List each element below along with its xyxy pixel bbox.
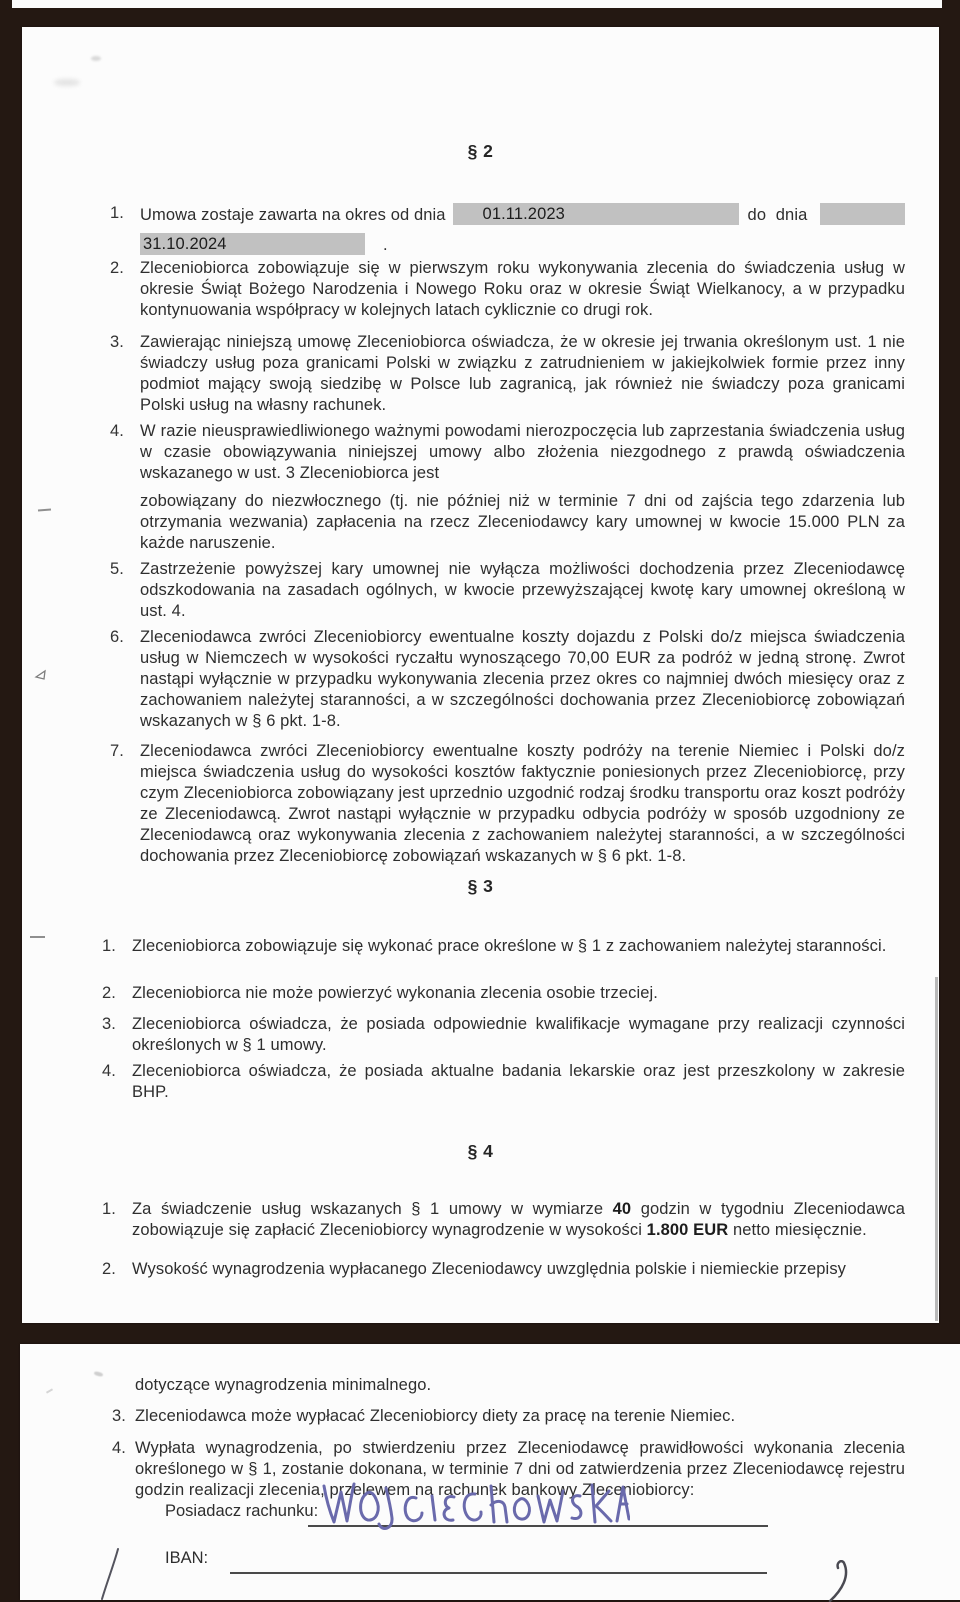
clause-2-3 xyxy=(110,332,905,416)
contract-page-1 xyxy=(22,27,939,1323)
section-2-heading: § 2 xyxy=(467,141,494,161)
clause-number: 7. xyxy=(110,742,124,760)
clause-4-2 xyxy=(102,1259,905,1280)
clause-number: 4. xyxy=(102,1062,116,1080)
hours-per-week-value: 40 xyxy=(612,1200,632,1218)
pen-stroke-left xyxy=(98,1546,122,1600)
clause-text-part: Za świadczenie usług wskazanych § 1 umowy w wymiarze xyxy=(132,1200,613,1218)
previous-page-edge xyxy=(12,0,942,8)
clause-2-7 xyxy=(110,741,905,867)
clause-number: 1. xyxy=(102,937,116,955)
clause-number: 4. xyxy=(112,1439,126,1457)
clause-text: Wypłata wynagrodzenia, po stwierdzeniu przez Zleceniodawcę prawidłowości wykonania zlecenia określonego w § 1, zostanie dokonana, w terminie 7 dni od zatwierdzenia przez Zleceniodawcę rejestru godzin realizacji zlecenia, przelewem na rachunek bankowy Zleceniobiorcy: xyxy=(135,1439,905,1499)
clause-text: Zleceniobiorca zobowiązuje się w pierwszym roku wykonywania zlecenia do świadczenia usług w okresie Świąt Bożego Narodzenia i Nowego Roku oraz w okresie Świąt Wielkanocy, a w przypadku kontynuowania współpracy w kolejnych latach cyklicznie co drugi rok. xyxy=(140,259,905,319)
clause-text: Wysokość wynagrodzenia wypłacanego Zleceniodawcy uwzględnia polskie i niemieckie przepisy xyxy=(132,1260,847,1278)
clause-2-1 xyxy=(110,203,905,259)
clause-text-part: godzin w tygodniu Zleceniodawca zobowiązuje się zapłacić Zleceniobiorcy wynagrodzenie w wysokości xyxy=(132,1200,905,1239)
clause-number: 6. xyxy=(110,628,124,646)
margin-triangle-mark xyxy=(34,667,48,681)
clause-number: 3. xyxy=(112,1407,126,1425)
clause-text: Zleceniodawca zwróci Zleceniobiorcy ewentualne koszty podróży na terenie Niemiec i Polski do/z miejsca świadczenia usług do wysokości kosztów faktycznie poniesionych przez Zleceniobiorcę, przy czym Zleceniobiorca zobowiązany jest uprzednio uzgodnić rodzaj środku transportu oraz koszt podróży ze Zleceniodawcą. Zwrot nastąpi wyłącznie w przypadku odbycia podróży w sposób uzgodniony ze Zleceniodawcą oraz wykonywania zlecenia z zachowaniem należytej staranności, a w szczególności dochowania przez Zleceniobiorcę zobowiązań wskazanych w § 6 pkt. 1-8. xyxy=(140,742,905,865)
clause-text: W razie nieusprawiedliwionego ważnymi powodami nierozpoczęcia lub zaprzestania świadczenia usług w czasie obowiązywania niniejszej umowy albo złożenia niezgodnego z prawdą oświadczenia wskazanego w ust. 3 Zleceniobiorca jest xyxy=(140,422,905,482)
clause-2-2 xyxy=(110,258,905,321)
clause-3-4 xyxy=(102,1061,905,1103)
clause-2-1-text: do dnia xyxy=(747,206,808,224)
clause-4-3 xyxy=(112,1406,905,1427)
clause-text: Zleceniodawca może wypłacać Zleceniobiorcy diety za pracę na terenie Niemiec. xyxy=(135,1407,736,1425)
clause-number: 1. xyxy=(102,1200,116,1218)
iban-label: IBAN: xyxy=(165,1549,209,1567)
clause-2-6 xyxy=(110,627,905,732)
section-4-heading: § 4 xyxy=(467,1141,494,1161)
pen-stroke-right xyxy=(820,1560,868,1602)
clause-number: 2. xyxy=(102,984,116,1002)
clause-text: Zawierając niniejszą umowę Zleceniobiorca oświadcza, że w okresie jej trwania określonym ust. 1 nie świadczy usług poza granicami Polski w związku z zatrudnieniem w jakiejkolwiek formie przez inny podmiot mający swoją siedzibę w Polsce lub zagranicą, jak również nie świadczy poza granicami Polski usług na własny rachunek. xyxy=(140,333,905,414)
clause-text xyxy=(132,1199,905,1241)
scan-smudge xyxy=(54,79,80,86)
scan-smudge xyxy=(94,1371,104,1377)
margin-dash-mark xyxy=(38,509,51,512)
handwritten-account-holder xyxy=(320,1476,630,1534)
date-from-highlight: 01.11.2023 xyxy=(453,203,739,225)
clause-number: 2. xyxy=(110,259,124,277)
clause-4-2-continuation xyxy=(135,1375,905,1396)
clause-number xyxy=(110,491,140,554)
clause-number: 4. xyxy=(110,422,124,440)
clause-3-2 xyxy=(102,983,905,1004)
clause-text-part: netto miesięcznie. xyxy=(728,1221,867,1239)
clause-2-5 xyxy=(110,559,905,622)
margin-dash-mark xyxy=(30,936,45,938)
clause-2-1-text: Umowa zostaje zawarta na okres od dnia xyxy=(140,206,446,224)
clause-number: 3. xyxy=(102,1015,116,1033)
clause-3-3 xyxy=(102,1014,905,1056)
clause-text: Zleceniobiorca oświadcza, że posiada odpowiednie kwalifikacje wymagane przy realizacji czynności określonych w § 1 umowy. xyxy=(132,1015,905,1054)
scan-smudge xyxy=(91,56,101,61)
clause-3-1 xyxy=(102,936,905,957)
clause-number: 2. xyxy=(102,1260,116,1278)
clause-text: Zleceniobiorca nie może powierzyć wykonania zlecenia osobie trzeciej. xyxy=(132,984,658,1002)
clause-text: Zleceniodawca zwróci Zleceniobiorcy ewentualne koszty dojazdu z Polski do/z miejsca świadczenia usług w Niemczech w wysokości ryczałtu wynoszącego 70,00 EUR za podróż w jedną stronę. Zwrot nastąpi wyłącznie w przypadku wykonywania zlecenia przez okres co najmniej dwóch miesięcy oraz z zachowaniem należytej staranności, a w szczególności dochowania przez Zleceniobiorcę zobowiązań wskazanych w § 6 pkt. 1-8. xyxy=(140,628,905,730)
clause-number: 5. xyxy=(110,560,124,578)
clause-text: Zleceniobiorca zobowiązuje się wykonać prace określone w § 1 z zachowaniem należytej staranności. xyxy=(132,937,887,955)
clause-text: dotyczące wynagrodzenia minimalnego. xyxy=(135,1376,432,1394)
date-to-highlight: 31.10.2024 xyxy=(140,233,365,255)
clause-2-4b xyxy=(110,491,905,554)
clause-4-1 xyxy=(102,1199,905,1241)
clause-text: Zastrzeżenie powyższej kary umownej nie wyłącza możliwości dochodzenia przez Zleceniodawcę odszkodowania na zasadach ogólnych, w kwocie przewyższającej kwotę kary umownej określoną w ust. 4. xyxy=(140,560,905,620)
salary-value: 1.800 EUR xyxy=(646,1221,729,1239)
clause-number: 3. xyxy=(110,333,124,351)
date-highlight-empty xyxy=(820,203,905,225)
clause-text: Zleceniobiorca oświadcza, że posiada aktualne badania lekarskie oraz jest przeszkolony w zakresie BHP. xyxy=(132,1062,905,1101)
scan-smudge xyxy=(46,1388,53,1393)
clause-number: 1. xyxy=(110,204,124,222)
contract-page-2 xyxy=(20,1344,960,1600)
account-holder-label: Posiadacz rachunku: xyxy=(165,1502,319,1520)
clause-text: zobowiązany do niezwłocznego (tj. nie później niż w terminie 7 dni od zajścia tego zdarzenia lub otrzymania wezwania) zapłacenia na rzecz Zleceniodawcy kary umownej w kwocie 15.000 PLN za każde naruszenie. xyxy=(140,492,905,552)
iban-line[interactable] xyxy=(230,1572,767,1574)
clause-2-1-period: . xyxy=(383,236,388,254)
clause-2-4a xyxy=(110,421,905,484)
section-3-heading: § 3 xyxy=(467,876,494,896)
